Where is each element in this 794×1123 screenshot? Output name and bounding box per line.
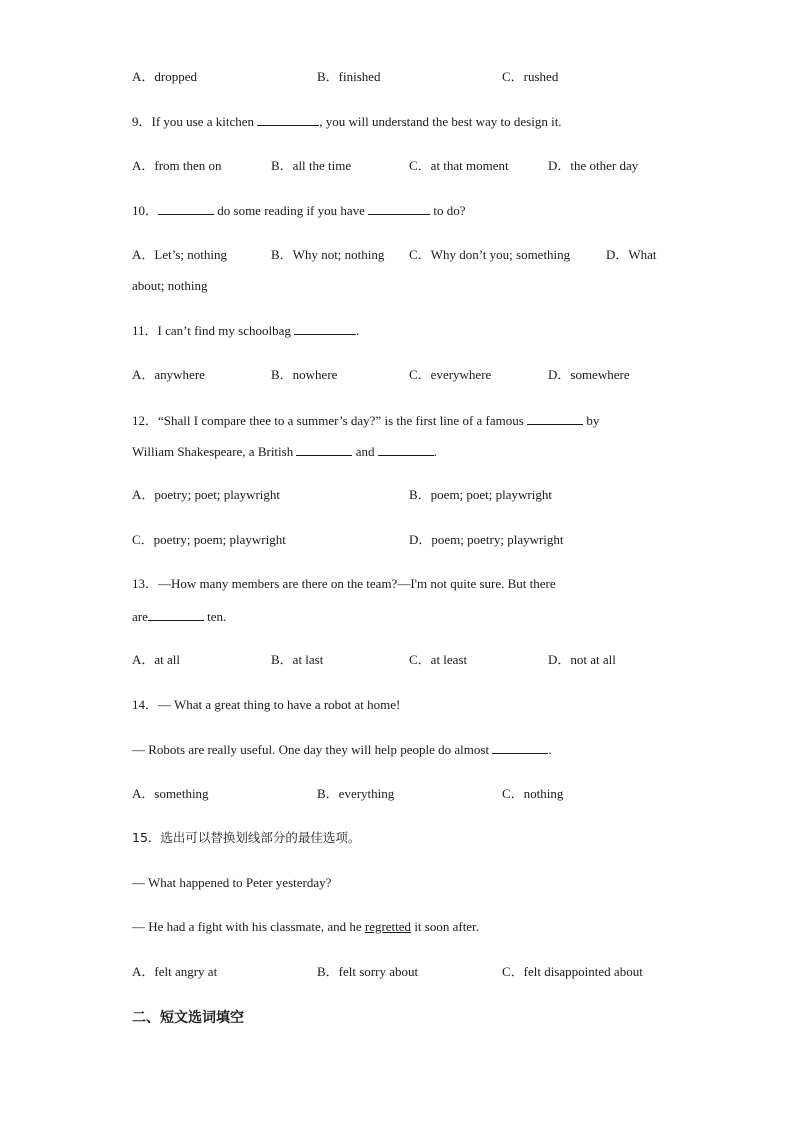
q15-stem-line3 — [132, 919, 479, 935]
q14-option-b: B．everything — [317, 786, 395, 801]
q12-stem-pre: 12．“Shall I compare thee to a summer’s day?” is the first line of a famous — [132, 413, 528, 428]
q10-blank-2 — [368, 202, 430, 215]
q9-stem-post: , you will understand the best way to design it. — [319, 114, 562, 129]
q14-option-c: C．nothing — [502, 786, 564, 801]
q13-line2-pre: are — [132, 609, 148, 624]
q13-option-d: D．not at all — [548, 652, 616, 667]
q14-line2-pre: — Robots are really useful. One day they will help people do almost — [132, 742, 493, 757]
q12-blank-1 — [527, 412, 583, 425]
q14-option-a: A．something — [132, 786, 209, 801]
q15-underlined-word: regretted — [364, 919, 412, 934]
q9-option-b: B．all the time — [271, 158, 352, 173]
q8-option-a: A．dropped — [132, 69, 197, 84]
q13-option-a: A．at all — [132, 652, 181, 667]
q13-line2-post: ten. — [203, 609, 227, 624]
q10-option-c: C．Why don’t you; something — [409, 247, 571, 262]
q13-stem-line2 — [132, 608, 226, 625]
q9-stem — [132, 113, 562, 130]
q12-line2-mid: and — [352, 444, 378, 459]
q15-stem-line1: 15．选出可以替换划线部分的最佳选项。 — [132, 830, 361, 845]
q12-blank-2 — [296, 443, 352, 456]
q12-option-a: A．poetry; poet; playwright — [132, 487, 281, 502]
q15-stem-line2: — What happened to Peter yesterday? — [132, 875, 332, 890]
q12-stem-line1 — [132, 412, 599, 429]
q9-blank — [257, 113, 319, 126]
q12-stem-line2 — [132, 443, 437, 460]
q9-option-c: C．at that moment — [409, 158, 509, 173]
q15-option-b: B．felt sorry about — [317, 964, 419, 979]
q10-blank-1 — [158, 202, 214, 215]
q10-option-a: A．Let’s; nothing — [132, 247, 227, 262]
q9-option-d: D．the other day — [548, 158, 639, 173]
q8-option-b: B．finished — [317, 69, 381, 84]
q9-stem-pre: 9．If you use a kitchen — [132, 114, 258, 129]
q11-option-b: B．nowhere — [271, 367, 338, 382]
q12-blank-3 — [378, 443, 434, 456]
q15-option-a: A．felt angry at — [132, 964, 218, 979]
q15-line3-post: it soon after. — [411, 919, 479, 934]
q11-option-c: C．everywhere — [409, 367, 492, 382]
q8-option-c: C．rushed — [502, 69, 559, 84]
q12-option-b: B．poem; poet; playwright — [409, 487, 552, 502]
q9-option-a: A．from then on — [132, 158, 222, 173]
q12-option-c: C．poetry; poem; playwright — [132, 532, 286, 547]
q12-option-d: D．poem; poetry; playwright — [409, 532, 564, 547]
q10-option-b: B．Why not; nothing — [271, 247, 385, 262]
q11-stem-post: . — [356, 323, 360, 338]
q11-option-a: A．anywhere — [132, 367, 205, 382]
q13-blank — [148, 608, 204, 621]
q10-option-d-continued: about; nothing — [132, 278, 208, 293]
q13-stem-line1: 13．—How many members are there on the team?—I'm not quite sure. But there — [132, 576, 556, 591]
q10-stem-mid: do some reading if you have — [214, 203, 369, 218]
q11-option-d: D．somewhere — [548, 367, 630, 382]
section-heading: 二、短文选词填空 — [132, 1010, 244, 1026]
q13-option-c: C．at least — [409, 652, 468, 667]
q14-blank — [492, 741, 548, 754]
q13-option-b: B．at last — [271, 652, 324, 667]
q14-stem-line2 — [132, 741, 552, 758]
q10-number: 10． — [132, 203, 159, 218]
q15-option-c: C．felt disappointed about — [502, 964, 643, 979]
q14-line2-post: . — [548, 742, 552, 757]
q10-option-d: D．What — [606, 247, 657, 262]
q11-stem-pre: 11．I can’t find my schoolbag — [132, 323, 295, 338]
q12-stem-post: by — [583, 413, 600, 428]
q11-stem — [132, 322, 359, 339]
q12-line2-post: . — [433, 444, 437, 459]
q14-stem-line1: 14．— What a great thing to have a robot at home! — [132, 697, 401, 712]
q15-line3-pre: — He had a fight with his classmate, and he — [132, 919, 365, 934]
q10-stem-post: to do? — [430, 203, 466, 218]
q11-blank — [294, 322, 356, 335]
q12-line2-pre: William Shakespeare, a British — [132, 444, 297, 459]
q10-stem — [132, 202, 466, 219]
